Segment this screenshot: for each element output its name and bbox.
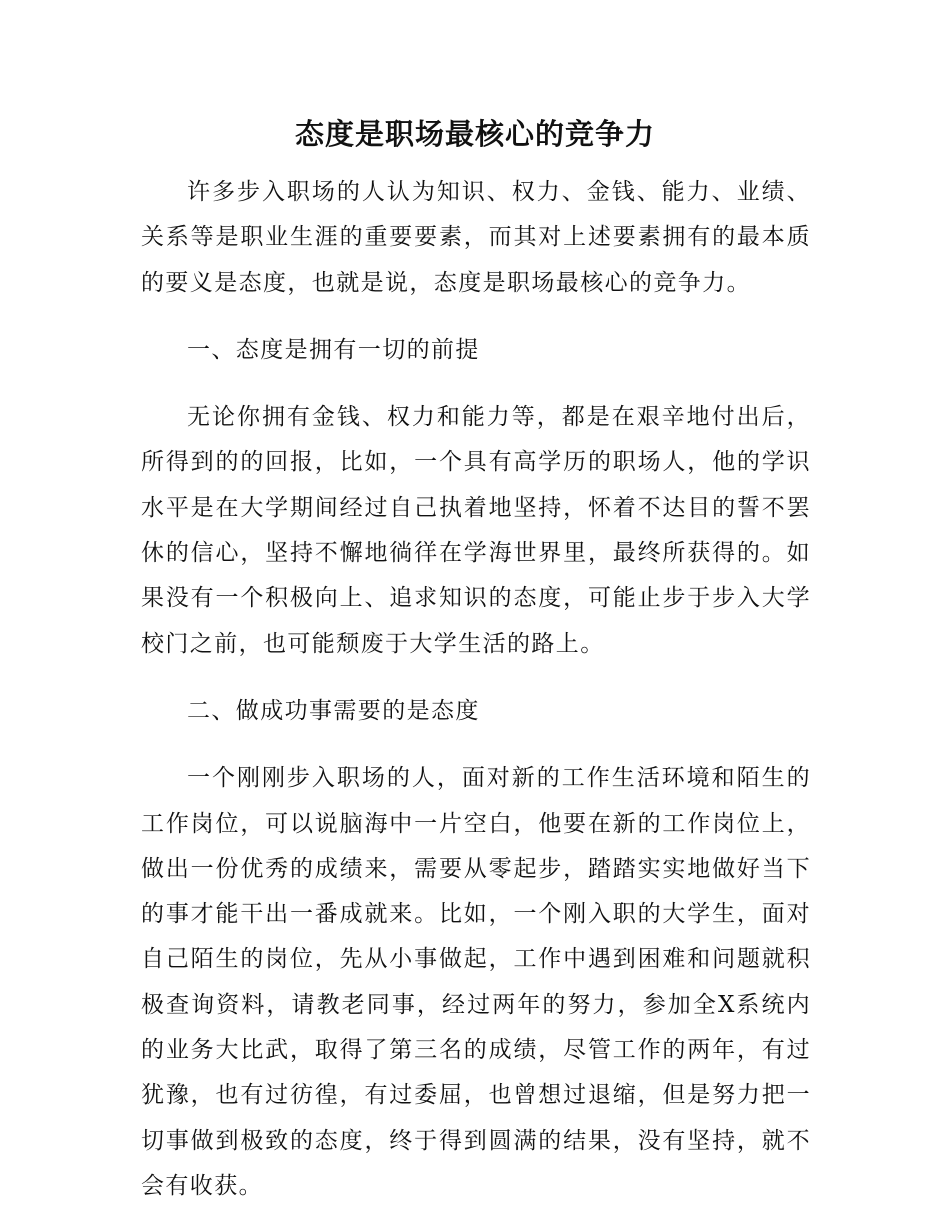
section-2-heading: 二、做成功事需要的是态度 <box>187 697 480 724</box>
paragraph-spacer <box>141 667 811 689</box>
paragraph-spacer <box>141 734 811 756</box>
paragraph-spacer <box>141 373 811 395</box>
section-1-heading: 一、态度是拥有一切的前提 <box>187 336 480 363</box>
document-body <box>141 170 811 1209</box>
section-1-paragraph: 无论你拥有金钱、权力和能力等，都是在艰辛地付出后，所得到的的回报，比如，一个具有高学历的职场人，他的学识水平是在大学期间经过自己执着地坚持，怀着不达目的誓不罢休的信心，坚持不懈地徜徉在学海世界里，最终所获得的。如果没有一个积极向上、追求知识的态度，可能止步于步入大学校门之前，也可能颓废于大学生活的路上。 <box>141 404 811 657</box>
document-title: 态度是职场最核心的竞争力 <box>294 117 655 151</box>
paragraph-spacer <box>141 306 811 328</box>
intro-paragraph: 许多步入职场的人认为知识、权力、金钱、能力、业绩、关系等是职业生涯的重要要素，而其对上述要素拥有的最本质的要义是态度，也就是说，态度是职场最核心的竞争力。 <box>141 179 811 296</box>
section-2-paragraph: 一个刚刚步入职场的人，面对新的工作生活环境和陌生的工作岗位，可以说脑海中一片空白，他要在新的工作岗位上，做出一份优秀的成绩来，需要从零起步，踏踏实实地做好当下的事才能干出一番成就来。比如，一个刚入职的大学生，面对自己陌生的岗位，先从小事做起，工作中遇到困难和问题就积极查询资料，请教老同事，经过两年的努力，参加全X系统内的业务大比武，取得了第三名的成绩，尽管工作的两年，有过犹豫，也有过彷徨，有过委屈，也曾想过退缩，但是努力把一切事做到极致的态度，终于得到圆满的结果，没有坚持，就不会有收获。 <box>141 765 811 1199</box>
